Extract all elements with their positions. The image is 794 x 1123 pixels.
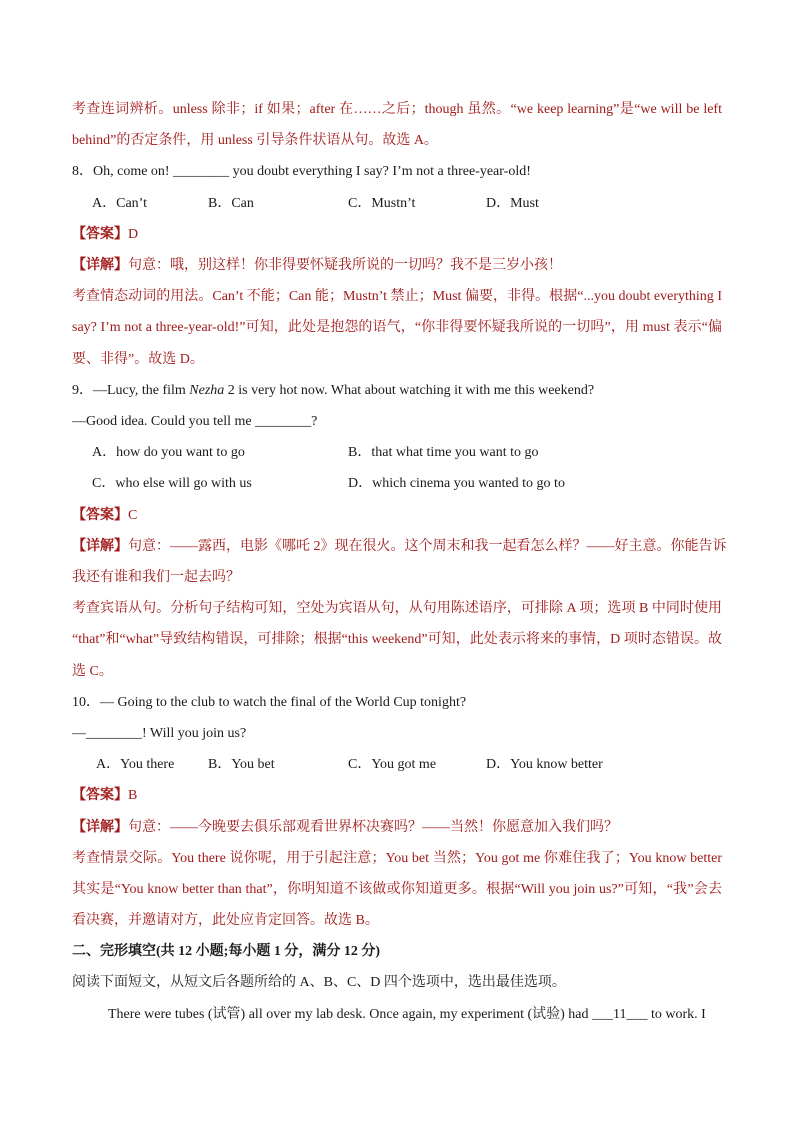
q9-option-c: C．who else will go with us bbox=[92, 476, 252, 491]
q8-option-d: D．Must bbox=[486, 196, 539, 211]
q8-option-c: C．Mustn’t bbox=[348, 196, 416, 211]
q7-explanation-line-1: 考查连词辨析。unless 除非；if 如果；after 在……之后；though 虽然。“we keep learning”是“we will be left bbox=[72, 102, 722, 117]
q10-option-b: B．You bet bbox=[208, 757, 275, 772]
q10-detail-line-4: 看决赛，并邀请对方，此处应肯定回答。故选 B。 bbox=[72, 913, 379, 928]
q7-explanation-line-2: behind”的否定条件，用 unless 引导条件状语从句。故选 A。 bbox=[72, 133, 438, 148]
answer-value: C bbox=[128, 508, 138, 523]
q10-detail-line-2: 考查情景交际。You there 说你呢，用于引起注意；You bet 当然；You got me 你难住我了；You know better bbox=[72, 851, 722, 866]
cloze-instructions: 阅读下面短文，从短文后各题所给的 A、B、C、D 四个选项中，选出最佳选项。 bbox=[72, 975, 566, 990]
q9-detail-line-1 bbox=[72, 537, 727, 557]
q8-option-a: A．Can’t bbox=[92, 196, 147, 211]
q9-option-a: A．how do you want to go bbox=[92, 445, 245, 460]
q9-option-d: D．which cinema you wanted to go to bbox=[348, 476, 565, 491]
q9-detail-line-4: “that”和“what”导致结构错误，可排除；根据“this weekend”可知，此处表示将来的事情，D 项时态错误。故 bbox=[72, 632, 722, 647]
detail-text: 句意：——露西，电影《哪吒 2》现在很火。这个周末和我一起看怎么样？——好主意。你能告诉 bbox=[128, 539, 727, 554]
q9-detail-line-2: 我还有谁和我们一起去吗？ bbox=[72, 570, 240, 585]
detail-tag: 【详解】 bbox=[72, 539, 128, 554]
passage-text-a: There were tubes (试管) all over my lab desk. Once again, my experiment (试验) had bbox=[108, 1007, 592, 1022]
q9-text-a: 9．—Lucy, the film bbox=[72, 383, 190, 398]
q10-answer bbox=[72, 786, 722, 806]
q9-detail-line-5: 选 C。 bbox=[72, 664, 113, 679]
cloze-passage-line-1 bbox=[108, 1005, 722, 1025]
question-8: 8．Oh, come on! ________ you doubt everything I say? I’m not a three-year-old! bbox=[72, 164, 531, 179]
answer-tag: 【答案】 bbox=[72, 227, 128, 242]
q8-detail-line-4: 要、非得”。故选 D。 bbox=[72, 352, 204, 367]
answer-tag: 【答案】 bbox=[72, 508, 128, 523]
answer-tag: 【答案】 bbox=[72, 788, 128, 803]
q9-line-2: —Good idea. Could you tell me ________? bbox=[72, 414, 318, 429]
detail-tag: 【详解】 bbox=[72, 820, 128, 835]
q10-option-c: C．You got me bbox=[348, 757, 437, 772]
section-heading-cloze: 二、完形填空(共 12 小题;每小题 1 分，满分 12 分) bbox=[72, 944, 380, 959]
passage-text-b: to work. I bbox=[647, 1007, 706, 1022]
answer-value: D bbox=[128, 227, 139, 242]
question-10: 10．— Going to the club to watch the final of the World Cup tonight? bbox=[72, 695, 467, 710]
passage-blank-11: ___11___ bbox=[592, 1007, 648, 1022]
q10-detail-line-3: 其实是“You know better than that”，你明知道不该做或你知道更多。根据“Will you join us?”可知，“我”会去 bbox=[72, 882, 722, 897]
q10-detail-line-1 bbox=[72, 818, 722, 838]
q9-film-title: Nezha bbox=[189, 383, 225, 398]
q8-detail-line-2: 考查情态动词的用法。Can’t 不能；Can 能；Mustn’t 禁止；Must 偏要，非得。根据“...you doubt everything I bbox=[72, 289, 722, 304]
question-9 bbox=[72, 381, 722, 401]
q10-option-a: A．You there bbox=[96, 757, 175, 772]
q10-line-2: —________! Will you join us? bbox=[72, 726, 247, 741]
q9-detail-line-3: 考查宾语从句。分析句子结构可知，空处为宾语从句，从句用陈述语序，可排除 A 项；选项 B 中同时使用 bbox=[72, 601, 722, 616]
q9-text-b: 2 is very hot now. What about watching it with me this weekend? bbox=[224, 383, 595, 398]
q8-answer bbox=[72, 225, 722, 245]
q8-option-b: B．Can bbox=[208, 196, 254, 211]
q8-detail-line-1 bbox=[72, 256, 722, 276]
detail-text: 句意：——今晚要去俱乐部观看世界杯决赛吗？——当然！你愿意加入我们吗？ bbox=[128, 820, 618, 835]
q9-option-b: B．that what time you want to go bbox=[348, 445, 539, 460]
q8-detail-line-3: say? I’m not a three-year-old!”可知，此处是抱怨的语气，“你非得要怀疑我所说的一切吗”，用 must 表示“偏 bbox=[72, 320, 722, 335]
answer-value: B bbox=[128, 788, 138, 803]
q10-option-d: D．You know better bbox=[486, 757, 603, 772]
q9-answer bbox=[72, 506, 722, 526]
detail-tag: 【详解】 bbox=[72, 258, 128, 273]
detail-text: 句意：哦，别这样！你非得要怀疑我所说的一切吗？我不是三岁小孩！ bbox=[128, 258, 562, 273]
